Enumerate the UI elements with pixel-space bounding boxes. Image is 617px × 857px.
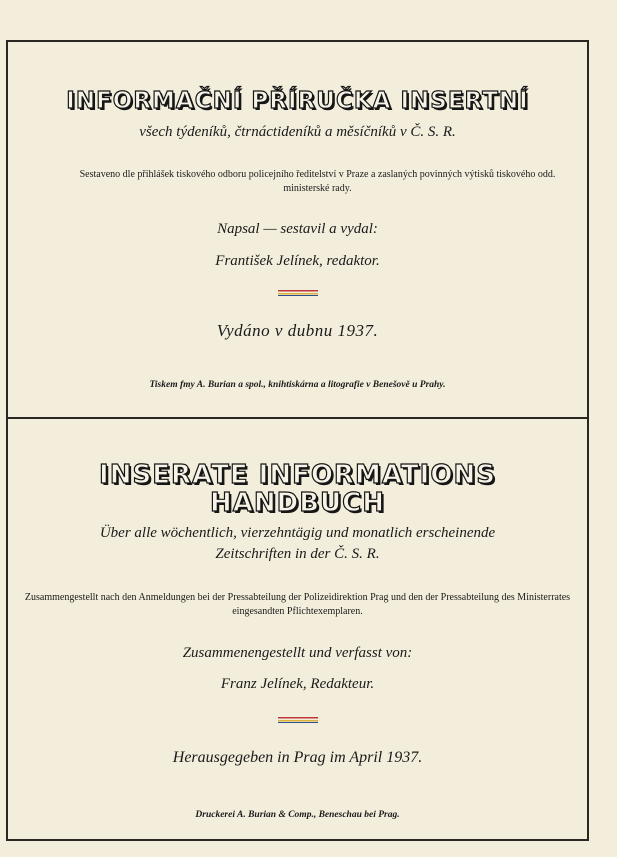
german-printer: Druckerei A. Burian & Comp., Beneschau bei Prag.	[195, 810, 400, 820]
german-title-line2: HANDBUCH	[210, 488, 385, 518]
czech-author: František Jelínek, redaktor.	[215, 253, 380, 269]
czech-description: Sestaveno dle přihlášek tiskového odboru policejního ředitelství v Praze a zaslaných povinných výtisků tiskového odd. ministerské rady.	[79, 169, 556, 194]
czech-title: INFORMAČNÍ PŘÍRUČKA INSERTNÍ	[66, 88, 529, 114]
czech-printer: Tiskem fmy A. Burian a spol., knihtiskárna a litografie v Benešově u Prahy.	[149, 380, 446, 390]
german-description: Zusammengestellt nach den Anmeldungen bei der Pressabteilung der Polizeidirektion Prag und den der Pressabteilung des Ministerrates eingesandten Pflichtexemplaren.	[24, 592, 571, 617]
title-page-frame	[6, 40, 589, 841]
czech-published: Vydáno v dubnu 1937.	[216, 321, 379, 340]
german-ornament	[8, 717, 587, 723]
czech-author-intro: Napsal — sestavil a vydal:	[217, 221, 378, 237]
czech-subtitle: všech týdeníků, čtrnáctideníků a měsíčníků v Č. S. R.	[139, 124, 456, 140]
german-title-line1: INSERATE INFORMATIONS	[99, 460, 496, 490]
german-subtitle-line2: Zeitschriften in der Č. S. R.	[215, 546, 380, 562]
german-author: Franz Jelínek, Redakteur.	[220, 676, 375, 692]
czech-ornament	[8, 290, 587, 296]
german-author-intro: Zusammenengestellt und verfasst von:	[182, 645, 413, 661]
german-published: Herausgegeben in Prag im April 1937.	[172, 749, 423, 766]
section-divider	[8, 417, 587, 419]
german-subtitle-line1: Über alle wöchentlich, vierzehntägig und monatlich erscheinende	[99, 525, 496, 541]
